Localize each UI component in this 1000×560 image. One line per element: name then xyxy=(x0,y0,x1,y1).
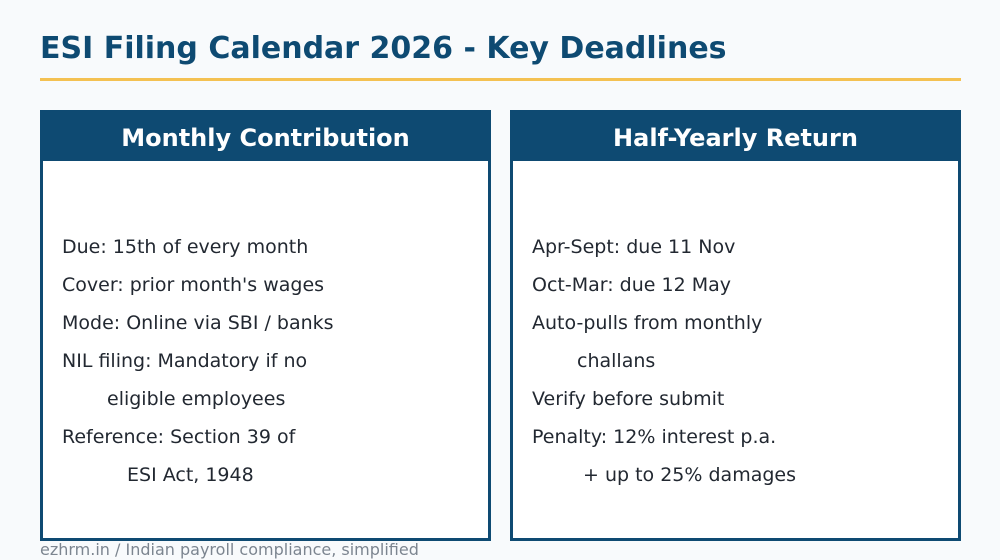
monthly-contribution-card xyxy=(40,110,491,541)
card-line: Penalty: 12% interest p.a. xyxy=(532,426,777,448)
card-line: Mode: Online via SBI / banks xyxy=(62,312,334,334)
card-heading: Half-Yearly Return xyxy=(513,113,958,161)
card-line: Cover: prior month's wages xyxy=(62,274,325,296)
card-line: Oct-Mar: due 12 May xyxy=(532,274,731,296)
footer-credit: ezhrm.in / Indian payroll compliance, simplified xyxy=(40,540,419,559)
card-line: Reference: Section 39 of xyxy=(62,426,296,448)
card-line: NIL filing: Mandatory if no xyxy=(62,350,308,372)
page-title: ESI Filing Calendar 2026 - Key Deadlines xyxy=(40,31,727,66)
half-yearly-return-card xyxy=(510,110,961,541)
card-line: challans xyxy=(577,350,656,372)
card-line: Apr-Sept: due 11 Nov xyxy=(532,236,736,258)
title-underline xyxy=(40,78,961,81)
card-heading: Monthly Contribution xyxy=(43,113,488,161)
card-line: eligible employees xyxy=(107,388,286,410)
card-line: Verify before submit xyxy=(532,388,725,410)
card-line: Auto-pulls from monthly xyxy=(532,312,763,334)
card-line: Due: 15th of every month xyxy=(62,236,309,258)
card-line: + up to 25% damages xyxy=(583,464,796,486)
card-line: ESI Act, 1948 xyxy=(127,464,254,486)
